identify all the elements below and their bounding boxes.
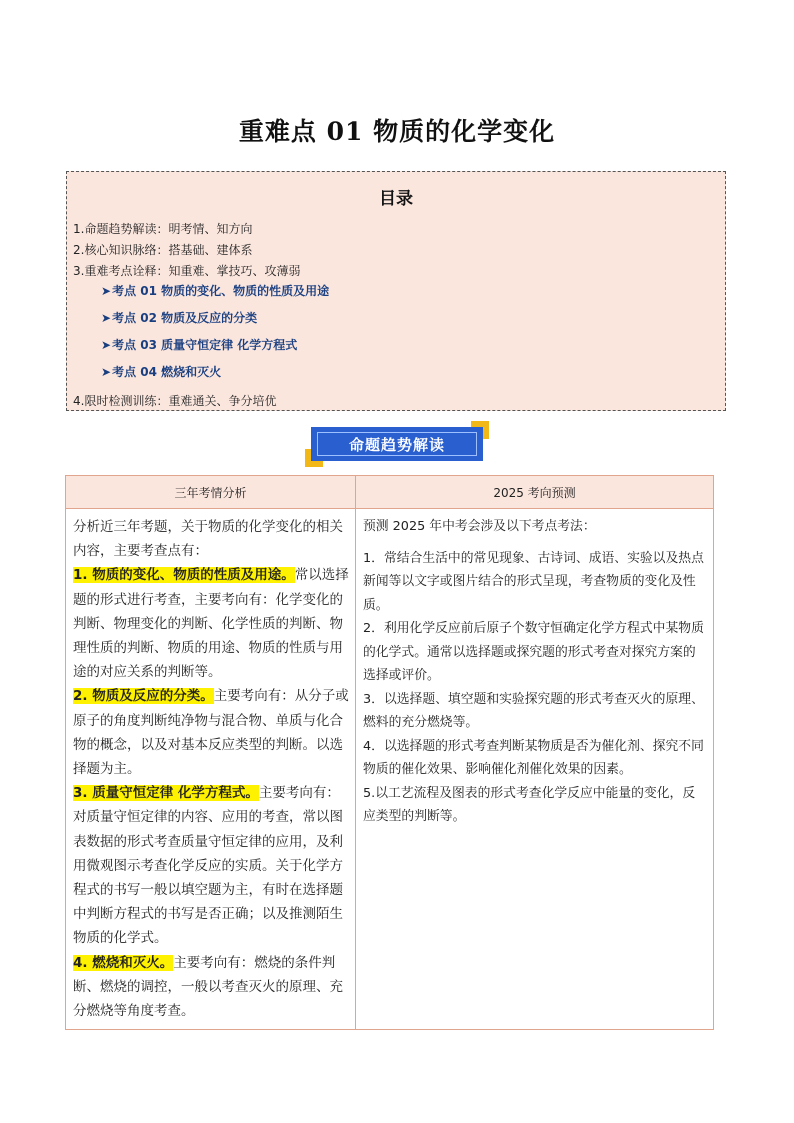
analysis-point: 3. 质量守恒定律 化学方程式。主要考向有：对质量守恒定律的内容、应用的考查，常以图表数据的形式考查质量守恒定律的应用，及利用微观图示考查化学反应的实质。关于化学方程式的书写一般以填空题为主，有时在选择题中判断方程式的书写是否正确；以及推测陌生物质的化学式。 (73, 785, 343, 947)
toc-item[interactable]: 2.核心知识脉络：搭基础、建体系 (73, 243, 253, 257)
exam-analysis-table (65, 475, 714, 1030)
toc-item[interactable]: 1.命题趋势解读：明考情、知方向 (73, 222, 253, 236)
highlighted-topic: 2. 物质及反应的分类。 (73, 688, 214, 705)
toc-subitem[interactable]: ➤考点 02 物质及反应的分类 (101, 311, 258, 325)
toc-subitem[interactable]: ➤考点 03 质量守恒定律 化学方程式 (101, 338, 298, 352)
arrow-right-icon: ➤ (101, 338, 112, 352)
table-of-contents (66, 171, 726, 411)
banner-title: 命题趋势解读 (317, 432, 477, 456)
table-header-left: 三年考情分析 (66, 476, 356, 509)
toc-subitem[interactable]: ➤考点 01 物质的变化、物质的性质及用途 (101, 284, 330, 298)
highlighted-topic: 3. 质量守恒定律 化学方程式。 (73, 785, 259, 802)
toc-heading: 目录 (379, 189, 413, 209)
highlighted-topic: 1. 物质的变化、物质的性质及用途。 (73, 567, 295, 584)
analysis-point: 2. 物质及反应的分类。主要考向有：从分子或原子的角度判断纯净物与混合物、单质与化合物的概念，以及对基本反应类型的判断。以选择题为主。 (73, 688, 349, 778)
forecast-point: 4．以选择题的形式考查判断某物质是否为催化剂、探究不同物质的催化效果、影响催化剂催化效果的因素。 (363, 738, 704, 777)
page-title: 重难点 01 物质的化学变化 (238, 117, 556, 146)
three-year-analysis-cell (66, 509, 356, 1030)
analysis-intro: 分析近三年考题，关于物质的化学变化的相关内容，主要考查点有： (73, 519, 343, 560)
toc-item[interactable]: 4.限时检测训练：重难通关、争分培优 (73, 394, 277, 408)
forecast-intro: 预测 2025 年中考会涉及以下考点考法： (363, 519, 596, 534)
forecast-point: 1．常结合生活中的常见现象、古诗词、成语、实验以及热点新闻等以文字或图片结合的形式呈现，考查物质的变化及性质。 (363, 550, 704, 613)
table-header-right: 2025 考向预测 (356, 476, 714, 509)
forecast-point: 3．以选择题、填空题和实验探究题的形式考查灭火的原理、燃料的充分燃烧等。 (363, 691, 704, 730)
arrow-right-icon: ➤ (101, 311, 112, 325)
forecast-cell (356, 509, 714, 1030)
analysis-point: 4. 燃烧和灭火。主要考向有：燃烧的条件判断、燃烧的调控，一般以考查灭火的原理、充分燃烧等角度考查。 (73, 954, 343, 1020)
arrow-right-icon: ➤ (101, 365, 112, 379)
forecast-point: 5.以工艺流程及图表的形式考查化学反应中能量的变化，反应类型的判断等。 (363, 785, 696, 824)
toc-item[interactable]: 3.重难考点诠释：知重难、掌技巧、攻薄弱 (73, 264, 301, 278)
analysis-point: 1. 物质的变化、物质的性质及用途。常以选择题的形式进行考查，主要考向有：化学变化的判断、物理变化的判断、化学性质的判断、物理性质的判断、物质的用途、物质的性质与用途的对应关系的判断等。 (73, 567, 349, 681)
forecast-point: 2．利用化学反应前后原子个数守恒确定化学方程式中某物质的化学式。通常以选择题或探究题的形式考查对探究方案的选择或评价。 (363, 621, 704, 683)
toc-subitem[interactable]: ➤考点 04 燃烧和灭火 (101, 365, 222, 379)
section-banner (305, 421, 489, 467)
arrow-right-icon: ➤ (101, 284, 112, 298)
highlighted-topic: 4. 燃烧和灭火。 (73, 954, 174, 971)
